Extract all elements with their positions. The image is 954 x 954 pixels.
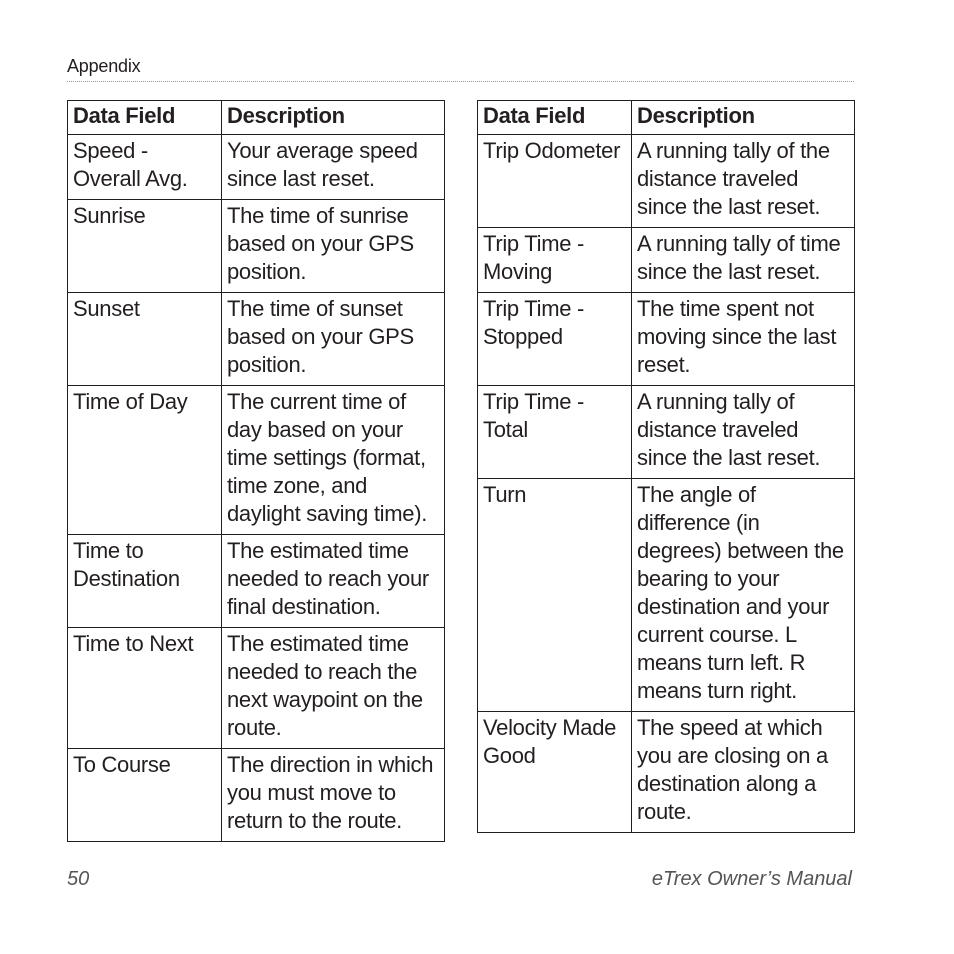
table-row <box>68 293 445 386</box>
table-header-row <box>68 101 445 135</box>
field-description-cell: The time of sunrise based on your GPS position. <box>222 200 445 293</box>
table-row <box>68 386 445 535</box>
manual-title: eTrex Owner’s Manual <box>651 868 852 890</box>
field-name-cell: Trip Time - Moving <box>478 228 632 293</box>
field-description-cell: A running tally of distance traveled since the last reset. <box>632 386 855 479</box>
field-name-cell: Time to Next <box>68 628 222 749</box>
data-fields-table-right <box>477 100 855 833</box>
data-fields-table-left <box>67 100 445 842</box>
page-number: 50 <box>67 868 90 890</box>
field-name-cell: Turn <box>478 479 632 712</box>
field-description-cell: The speed at which you are closing on a destination along a route. <box>632 712 855 833</box>
field-name-cell: Trip Time - Stopped <box>478 293 632 386</box>
table-row <box>68 749 445 842</box>
table-row <box>478 293 855 386</box>
field-name-cell: Velocity Made Good <box>478 712 632 833</box>
column-header-description: Description <box>222 101 445 135</box>
field-name-cell: To Course <box>68 749 222 842</box>
table-row <box>68 200 445 293</box>
table-row <box>478 228 855 293</box>
field-description-cell: Your average speed since last reset. <box>222 135 445 200</box>
table-row <box>478 712 855 833</box>
field-description-cell: The estimated time needed to reach your final destination. <box>222 535 445 628</box>
table-row <box>478 479 855 712</box>
table-row <box>478 135 855 228</box>
field-description-cell: The current time of day based on your time settings (format, time zone, and daylight saving time). <box>222 386 445 535</box>
header-divider <box>67 81 854 82</box>
field-description-cell: The time spent not moving since the last reset. <box>632 293 855 386</box>
table-header-row <box>478 101 855 135</box>
field-description-cell: The estimated time needed to reach the next waypoint on the route. <box>222 628 445 749</box>
field-description-cell: The direction in which you must move to return to the route. <box>222 749 445 842</box>
column-header-description: Description <box>632 101 855 135</box>
field-name-cell: Trip Time - Total <box>478 386 632 479</box>
field-name-cell: Time to Destination <box>68 535 222 628</box>
column-header-data-field: Data Field <box>478 101 632 135</box>
table-row <box>68 135 445 200</box>
table-row <box>68 628 445 749</box>
table-row <box>478 386 855 479</box>
section-header: Appendix <box>67 56 141 76</box>
column-header-data-field: Data Field <box>68 101 222 135</box>
field-description-cell: A running tally of the distance traveled since the last reset. <box>632 135 855 228</box>
field-name-cell: Trip Odometer <box>478 135 632 228</box>
field-name-cell: Sunset <box>68 293 222 386</box>
field-description-cell: A running tally of time since the last reset. <box>632 228 855 293</box>
field-name-cell: Sunrise <box>68 200 222 293</box>
field-description-cell: The angle of difference (in degrees) between the bearing to your destination and your current course. L means turn left. R means turn right. <box>632 479 855 712</box>
field-name-cell: Time of Day <box>68 386 222 535</box>
table-row <box>68 535 445 628</box>
field-description-cell: The time of sunset based on your GPS position. <box>222 293 445 386</box>
field-name-cell: Speed - Overall Avg. <box>68 135 222 200</box>
